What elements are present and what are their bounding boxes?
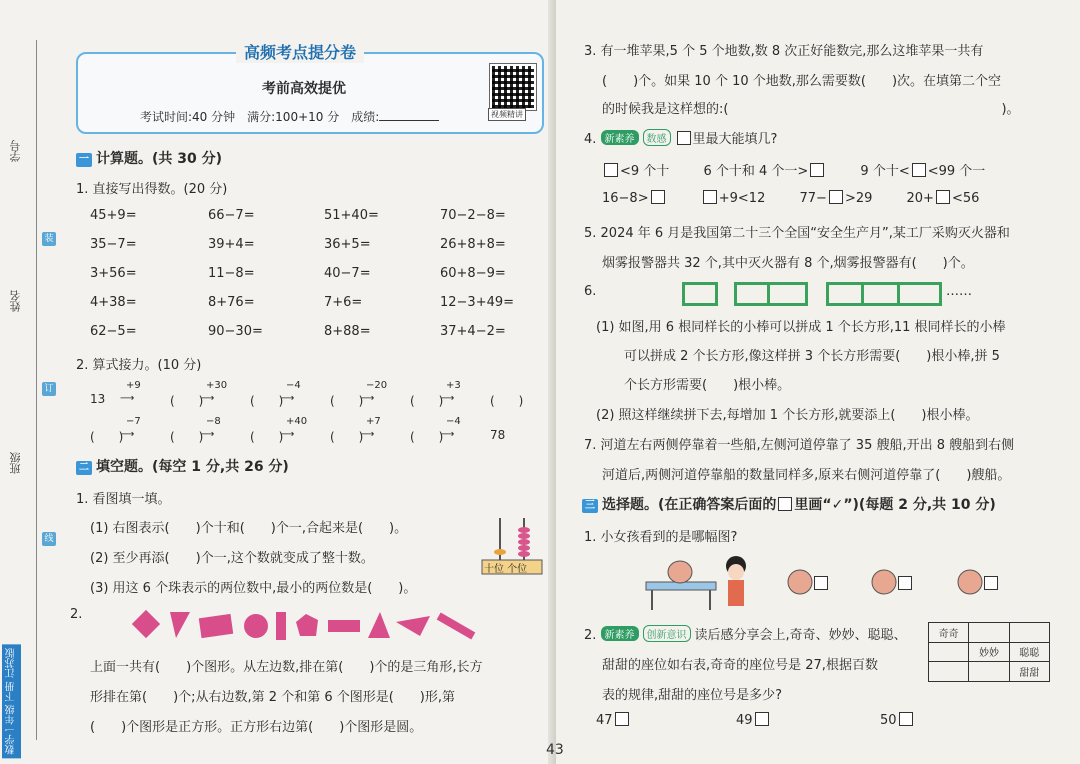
c2-option-a: 47 bbox=[596, 712, 631, 728]
bind-mark: 线 bbox=[42, 532, 56, 546]
relay-box: ( ) bbox=[330, 430, 364, 444]
qr-label: 视频精讲 bbox=[488, 108, 526, 121]
section-1-title: 一 计算题。(共 30 分) bbox=[76, 148, 222, 168]
girl-table-image bbox=[642, 552, 752, 612]
shape-rectangle bbox=[199, 614, 233, 638]
relay-box: ( ) bbox=[90, 430, 124, 444]
option-b-checkbox[interactable] bbox=[898, 576, 912, 590]
fill1-item: (2) 至少再添( )个一,这个数就变成了整十数。 bbox=[90, 551, 374, 566]
exam-info-text: 考试时间:40 分钟 满分:100+10 分 成绩: bbox=[140, 110, 380, 124]
calc-item: 70−2−8= bbox=[440, 208, 506, 223]
arrow-icon: ⟶ bbox=[200, 393, 215, 404]
bind-mark: 装 bbox=[42, 232, 56, 246]
seat-cell bbox=[969, 623, 1009, 643]
arrow-icon: ⟶ bbox=[440, 429, 455, 440]
arrow-icon: ⟶ bbox=[200, 429, 215, 440]
relay-box: ( ) bbox=[490, 394, 524, 408]
relay-operator: −7 bbox=[126, 416, 141, 427]
c1-title: 1. 小女孩看到的是哪幅图? bbox=[584, 530, 738, 545]
rect-figure-2 bbox=[734, 282, 808, 306]
calc-item: 11−8= bbox=[208, 266, 255, 281]
cut-line bbox=[36, 40, 37, 740]
shape-triangle-2 bbox=[368, 612, 390, 638]
q6-line: 可以拼成 2 个长方形,像这样拼 3 个长方形需要( )根小棒,拼 5 bbox=[624, 349, 1000, 364]
relay-operator: +30 bbox=[206, 380, 228, 391]
shape-bar-tilted bbox=[437, 613, 476, 640]
c2-line: 甜甜的座位如右表,奇奇的座位号是 27,根据百数 bbox=[602, 658, 878, 673]
q1-title: 1. 直接写出得数。(20 分) bbox=[76, 182, 228, 197]
relay-box: ( ) bbox=[250, 430, 284, 444]
shape-pentagon bbox=[296, 614, 318, 636]
calc-item: 90−30= bbox=[208, 324, 263, 339]
calc-item: 35−7= bbox=[90, 237, 137, 252]
calc-item: 7+6= bbox=[324, 295, 363, 310]
calc-item: 8+76= bbox=[208, 295, 255, 310]
shape-triangle bbox=[170, 612, 190, 638]
relay-box: 13 bbox=[90, 392, 106, 406]
relay-box: ( ) bbox=[170, 394, 204, 408]
arrow-icon: ⟶ bbox=[440, 393, 455, 404]
calc-item: 8+88= bbox=[324, 324, 371, 339]
shape-rectangle-long bbox=[328, 620, 360, 632]
arrow-icon: ⟶ bbox=[360, 429, 375, 440]
page-number: 43 bbox=[546, 742, 564, 758]
bind-mark: 订 bbox=[42, 382, 56, 396]
q7-line: 7. 河道左右两侧停靠着一些船,左侧河道停靠了 35 艘船,开出 8 艘船到右侧 bbox=[584, 438, 1015, 453]
q6-line: (2) 照这样继续拼下去,每增加 1 个长方形,就要添上( )根小棒。 bbox=[596, 408, 979, 423]
c2-option-b-checkbox[interactable] bbox=[755, 712, 769, 726]
seat-cell bbox=[969, 662, 1009, 682]
seat-cell: 聪聪 bbox=[1009, 642, 1049, 662]
arrow-icon: ⟶ bbox=[360, 393, 375, 404]
calc-item: 12−3+49= bbox=[440, 295, 515, 310]
exam-banner: 高频考点提分卷 bbox=[236, 40, 364, 63]
name-label: 姓名 bbox=[9, 290, 22, 312]
relay-operator: −4 bbox=[286, 380, 301, 391]
seat-cell bbox=[929, 662, 969, 682]
q4-title: 4. 新素养 数感 里最大能填几? bbox=[584, 128, 777, 147]
arrow-icon: ⟶ bbox=[280, 429, 295, 440]
rect-figure-1 bbox=[682, 282, 718, 306]
shape-bar bbox=[276, 612, 286, 640]
shape-parallelogram bbox=[396, 616, 430, 636]
relay-operator: +9 bbox=[126, 380, 141, 391]
calc-item: 37+4−2= bbox=[440, 324, 506, 339]
calc-item: 51+40= bbox=[324, 208, 379, 223]
q3-line: ( )个。如果 10 个 10 个地数,那么需要数( )次。在填第二个空 bbox=[602, 74, 1002, 89]
arrow-icon: ⟶ bbox=[120, 393, 135, 404]
calc-item: 66−7= bbox=[208, 208, 255, 223]
relay-operator: −4 bbox=[446, 416, 461, 427]
fill1-title: 1. 看图填一填。 bbox=[76, 492, 171, 507]
seat-cell: 甜甜 bbox=[1009, 662, 1049, 682]
relay-operator: +40 bbox=[286, 416, 308, 427]
q6-line: 个长方形需要( )根小棒。 bbox=[624, 378, 791, 393]
option-a-checkbox[interactable] bbox=[814, 576, 828, 590]
student-id-label: 学号 bbox=[9, 140, 22, 162]
q6-num: 6. bbox=[584, 284, 597, 299]
calc-item: 36+5= bbox=[324, 237, 371, 252]
q4-row1: <9 个十 6 个十和 4 个一> 9 个十< <99 个一 bbox=[602, 160, 985, 179]
relay-box: ( ) bbox=[410, 394, 444, 408]
relay-box: ( ) bbox=[330, 394, 364, 408]
section-3-title: 三 选择题。(在正确答案后面的 里画“✓”)(每题 2 分,共 10 分) bbox=[582, 494, 996, 514]
fill2-num: 2. bbox=[70, 607, 83, 622]
c2-option-b: 49 bbox=[736, 712, 771, 728]
shape-square-rotated bbox=[132, 610, 160, 638]
relay-operator: −20 bbox=[366, 380, 388, 391]
c2-line: 表的规律,甜甜的座位号是多少? bbox=[602, 688, 783, 703]
seat-cell bbox=[929, 642, 969, 662]
calc-item: 60+8−9= bbox=[440, 266, 506, 281]
calc-item: 39+4= bbox=[208, 237, 255, 252]
q3-line: 的时候我是这样想的:( )。 bbox=[602, 102, 1020, 117]
q4-row2: 16−8> +9<12 77− >29 20+ <56 bbox=[602, 191, 980, 206]
q3-line: 3. 有一堆苹果,5 个 5 个地数,数 8 次正好能数完,那么这堆苹果一共有 bbox=[584, 44, 984, 59]
shape-circle bbox=[244, 614, 268, 638]
exam-subtitle: 考前高效提优 bbox=[262, 81, 346, 97]
relay-box: ( ) bbox=[170, 430, 204, 444]
exam-info bbox=[140, 108, 439, 125]
rect-figure-3 bbox=[826, 282, 942, 306]
seat-cell bbox=[1009, 623, 1049, 643]
fill2-line: 形排在第( )个;从右边数,第 2 个和第 6 个图形是( )形,第 bbox=[90, 690, 456, 705]
calc-item: 40−7= bbox=[324, 266, 371, 281]
seat-cell: 妙妙 bbox=[969, 642, 1009, 662]
c2-option-a-checkbox[interactable] bbox=[615, 712, 629, 726]
arrow-icon: ⟶ bbox=[120, 429, 135, 440]
q6-line: (1) 如图,用 6 根同样长的小棒可以拼成 1 个长方形,11 根同样长的小棒 bbox=[596, 320, 1006, 335]
relay-operator: −8 bbox=[206, 416, 221, 427]
seat-cell: 奇奇 bbox=[929, 623, 969, 643]
calc-item: 62−5= bbox=[90, 324, 137, 339]
option-c-checkbox[interactable] bbox=[984, 576, 998, 590]
calc-item: 45+9= bbox=[90, 208, 137, 223]
shape-row bbox=[132, 608, 482, 644]
binding-margin bbox=[0, 0, 60, 764]
relay-box: 78 bbox=[490, 428, 506, 442]
fill2-line: 上面一共有( )个图形。从左边数,排在第( )个的是三角形,长方 bbox=[90, 660, 483, 675]
seat-table bbox=[928, 622, 1050, 682]
calc-item: 4+38= bbox=[90, 295, 137, 310]
c2-title: 2. 新素养 创新意识 读后感分享会上,奇奇、妙妙、聪聪、 bbox=[584, 624, 907, 643]
c2-option-c: 50 bbox=[880, 712, 915, 728]
qr-code-icon bbox=[490, 64, 536, 110]
series-label: 数学一年级 下册 江苏版 bbox=[2, 644, 21, 758]
calc-item: 26+8+8= bbox=[440, 237, 506, 252]
q7-line: 河道后,两侧河道停靠船的数量同样多,原来右侧河道停靠了( )艘船。 bbox=[602, 468, 1011, 483]
relay-operator: +3 bbox=[446, 380, 461, 391]
fill1-item: (3) 用这 6 个珠表示的两位数中,最小的两位数是( )。 bbox=[90, 581, 417, 596]
fill1-item: (1) 右图表示( )个十和( )个一,合起来是( )。 bbox=[90, 521, 408, 536]
abacus-label: 十位 个位 bbox=[484, 564, 528, 575]
relay-box: ( ) bbox=[410, 430, 444, 444]
q2-title: 2. 算式接力。(10 分) bbox=[76, 358, 202, 373]
q5-line: 烟雾报警器共 32 个,其中灭火器有 8 个,烟雾报警器有( )个。 bbox=[602, 256, 974, 271]
calc-item: 3+56= bbox=[90, 266, 137, 281]
relay-box: ( ) bbox=[250, 394, 284, 408]
section-2-title: 二 填空题。(每空 1 分,共 26 分) bbox=[76, 456, 289, 476]
class-label: 班级 bbox=[9, 452, 22, 474]
fill2-line: ( )个图形是正方形。正方形右边第( )个图形是圆。 bbox=[90, 720, 423, 735]
relay-operator: +7 bbox=[366, 416, 381, 427]
arrow-icon: ⟶ bbox=[280, 393, 295, 404]
figure-ellipsis: …… bbox=[946, 284, 972, 299]
c2-option-c-checkbox[interactable] bbox=[899, 712, 913, 726]
q5-line: 5. 2024 年 6 月是我国第二十三个全国“安全生产月”,某工厂采购灭火器和 bbox=[584, 226, 1010, 241]
